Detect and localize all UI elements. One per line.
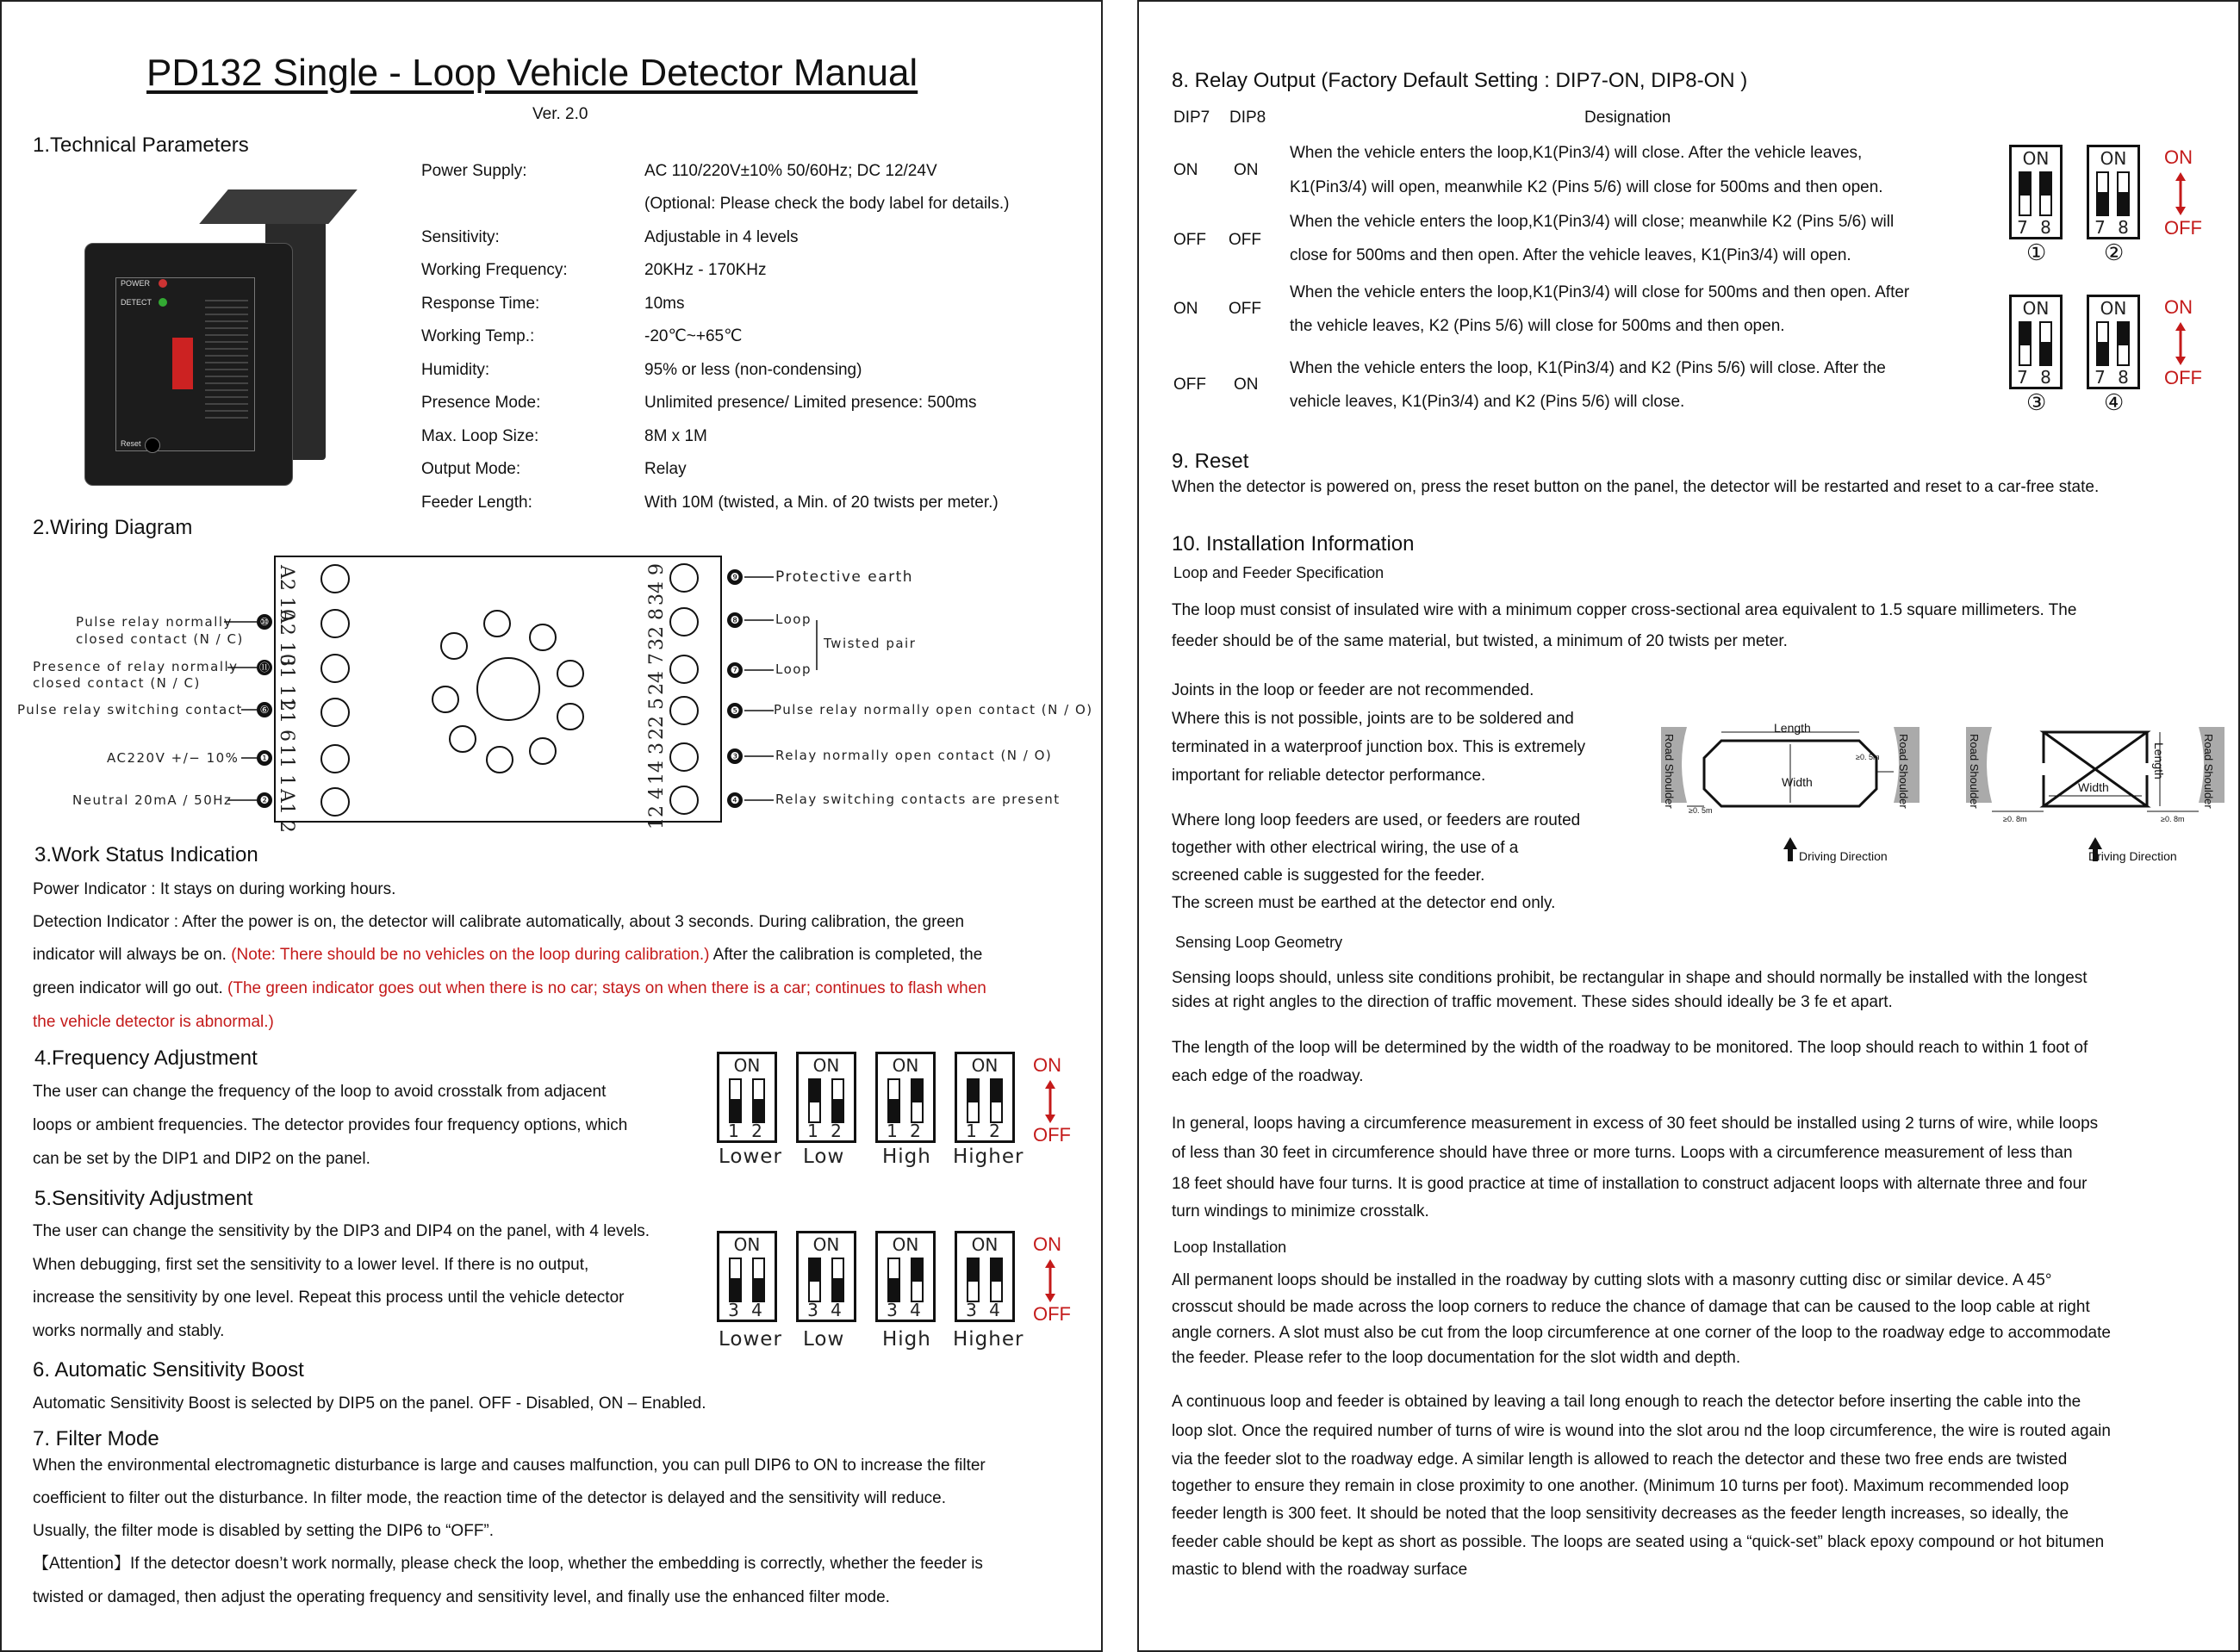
- dip8-value: OFF: [1229, 231, 1261, 249]
- terminal: [669, 786, 699, 815]
- param-key: Sensitivity:: [421, 228, 500, 246]
- param-key: Response Time:: [421, 295, 540, 313]
- left-page: [0, 0, 1103, 1652]
- designation-line: When the vehicle enters the loop, K1(Pin3/4) and K2 (Pins 5/6) will close. After the: [1290, 359, 1886, 377]
- distance-label: ≥0. 8m: [2161, 815, 2185, 823]
- terminal: [669, 563, 699, 593]
- twisted-pair-label: Twisted pair: [824, 636, 917, 651]
- terminal-number: ❾: [727, 569, 743, 585]
- column-header: DIP8: [1229, 109, 1266, 127]
- wiring-label: AC220V +/− 10%: [107, 750, 240, 766]
- terminal-label: A2 10: [276, 610, 297, 666]
- dip-switch-low: ON 1 2: [796, 1052, 856, 1143]
- wiring-label: Relay switching contacts are present: [775, 792, 1061, 807]
- dip-switch-mode-3: ON 7 8: [2009, 295, 2063, 389]
- paragraph-line: mastic to blend with the roadway surface: [1172, 1561, 1468, 1579]
- param-key: Humidity:: [421, 361, 490, 379]
- road-shoulder-label: Road Shoulder: [1897, 734, 1910, 809]
- level-label: Higher: [953, 1146, 1024, 1168]
- terminal-number: ❼: [727, 662, 743, 678]
- terminal-label: 32 8: [646, 608, 668, 650]
- level-label: Low: [803, 1328, 845, 1351]
- section-sensitivity-adjustment: 5.Sensitivity Adjustment: [34, 1187, 253, 1210]
- param-key: Presence Mode:: [421, 394, 541, 412]
- terminal-label: 11 1: [276, 744, 297, 786]
- detect-led-label: DETECT: [121, 298, 152, 307]
- road-shoulder-label: Road Shoulder: [1663, 734, 1676, 809]
- right-page: [1137, 0, 2240, 1652]
- road-shoulder-label: Road Shoulder: [1968, 734, 1981, 809]
- paragraph-line: sides at right angles to the direction of traffic movement. These sides should ideally be 3 fe et apart.: [1172, 993, 1893, 1011]
- terminal-label: 31 11: [276, 655, 297, 709]
- paragraph-line: The user can change the sensitivity by the DIP3 and DIP4 on the panel, with 4 levels.: [33, 1222, 650, 1240]
- dip7-value: OFF: [1173, 231, 1206, 249]
- paragraph-line: Power Indicator : It stays on during working hours.: [33, 880, 396, 898]
- paragraph-line: All permanent loops should be installed in the roadway by cutting slots with a masonry cutting disc or similar device. A 45°: [1172, 1271, 2052, 1289]
- dip7-value: OFF: [1173, 376, 1206, 394]
- terminal-number: ❶: [257, 750, 272, 766]
- paragraph-line: indicator will always be on. (Note: There should be no vehicles on the loop during calibration.) After the calibration is completed, the: [33, 946, 983, 964]
- wiring-label: closed contact (N / C): [76, 631, 244, 647]
- manual-title: PD132 Single - Loop Vehicle Detector Manual: [146, 52, 918, 94]
- dip-switch-high: ON 3 4: [875, 1231, 936, 1322]
- paragraph-line: each edge of the roadway.: [1172, 1067, 1364, 1085]
- width-label: Width: [2078, 780, 2109, 794]
- param-value: -20℃~+65℃: [644, 327, 743, 345]
- paragraph-line: coefficient to filter out the disturbance. In filter mode, the reaction time of the detector is delayed and the sensitivity will reduce.: [33, 1489, 946, 1507]
- paragraph-line: Joints in the loop or feeder are not recommended.: [1172, 681, 1534, 699]
- on-label: ON: [2164, 296, 2193, 318]
- length-label: Length: [1774, 721, 1811, 735]
- section-reset: 9. Reset: [1172, 450, 1249, 473]
- paragraph-line: green indicator will go out. (The green indicator goes out when there is no car; stays on when there is a car; continues to flash when: [33, 979, 986, 997]
- updown-arrow-icon: [1042, 1259, 1059, 1302]
- param-key: Working Frequency:: [421, 261, 568, 279]
- section-technical-parameters: 1.Technical Parameters: [33, 134, 249, 157]
- designation-line: When the vehicle enters the loop,K1(Pin3/4) will close for 500ms and then open. After: [1290, 283, 1910, 301]
- off-label: OFF: [1033, 1303, 1071, 1325]
- param-value: Adjustable in 4 levels: [644, 228, 799, 246]
- distance-label: ≥0. 5m: [1856, 753, 1880, 761]
- paragraph-line: When the detector is powered on, press the reset button on the panel, the detector will be restarted and reset to a car-free state.: [1172, 478, 2100, 496]
- paragraph-line: Usually, the filter mode is disabled by setting the DIP6 to “OFF”.: [33, 1522, 495, 1540]
- distance-label: ≥0. 5m: [1689, 806, 1713, 815]
- wiring-label: Pulse relay switching contact: [17, 702, 243, 717]
- paragraph-line: Detection Indicator : After the power is on, the detector will calibrate automatically, about 3 seconds. During calibration, the green: [33, 913, 965, 931]
- mode-number: ②: [2104, 239, 2125, 265]
- off-label: OFF: [2164, 367, 2202, 388]
- paragraph-line: A continuous loop and feeder is obtained by leaving a tail long enough to reach the detector before inserting the cable into the: [1172, 1393, 2081, 1411]
- wiring-label: Loop: [775, 661, 812, 677]
- param-value: 95% or less (non-condensing): [644, 361, 862, 379]
- paragraph-line: When the environmental electromagnetic disturbance is large and causes malfunction, you can pull DIP6 to ON to increase the filter: [33, 1456, 986, 1475]
- level-label: Higher: [953, 1328, 1024, 1351]
- paragraph-line: Where this is not possible, joints are to be soldered and: [1172, 710, 1574, 728]
- paragraph-line: increase the sensitivity by one level. Repeat this process until the vehicle detector: [33, 1289, 625, 1307]
- terminal-label: A2 10: [276, 565, 297, 621]
- wiring-label: closed contact (N / C): [33, 675, 201, 691]
- paragraph-line: The user can change the frequency of the loop to avoid crosstalk from adjacent: [33, 1083, 607, 1101]
- level-label: Lower: [719, 1328, 782, 1351]
- dip7-value: ON: [1173, 161, 1198, 179]
- paragraph-line: turn windings to minimize crosstalk.: [1172, 1202, 1429, 1220]
- on-label: ON: [1033, 1054, 1061, 1076]
- terminal-label: 24 7: [646, 653, 668, 695]
- paragraph-line: In general, loops having a circumference measurement in excess of 30 feet should be installed using 2 turns of wire, while loops: [1172, 1115, 2099, 1133]
- distance-label: ≥0. 8m: [2003, 815, 2027, 823]
- paragraph-line: feeder should be of the same material, but twisted, a minimum of 20 twists per meter.: [1172, 632, 1788, 650]
- paragraph-line: The screen must be earthed at the detector end only.: [1172, 894, 1556, 912]
- driving-direction-label: Driving Direction: [2088, 849, 2177, 863]
- column-header: Designation: [1584, 109, 1671, 127]
- dip7-value: ON: [1173, 300, 1198, 318]
- paragraph-line: feeder cable should be kept as short as possible. The loops are seated using a “quick-set” black epoxy compound or hot bitumen: [1172, 1533, 2105, 1551]
- param-value: 20KHz - 170KHz: [644, 261, 767, 279]
- section-wiring-diagram: 2.Wiring Diagram: [33, 516, 193, 539]
- param-key: Max. Loop Size:: [421, 427, 539, 445]
- dip-switch-mode-2: ON 7 8: [2087, 145, 2140, 239]
- level-label: Lower: [719, 1146, 782, 1168]
- paragraph-line: Sensing loops should, unless site conditions prohibit, be rectangular in shape and should normally be installed with the longest: [1172, 969, 2088, 987]
- terminal-number: ❸: [727, 748, 743, 764]
- wiring-label: Pulse relay normally open contact (N / O): [774, 702, 1093, 717]
- terminal-number: ❷: [257, 792, 272, 808]
- dip8-value: ON: [1234, 161, 1259, 179]
- wiring-label: Protective earth: [775, 568, 914, 586]
- reset-label: Reset: [121, 439, 141, 448]
- driving-direction-label: Driving Direction: [1799, 849, 1888, 863]
- dip8-value: OFF: [1229, 300, 1261, 318]
- designation-line: When the vehicle enters the loop,K1(Pin3/4) will close; meanwhile K2 (Pins 5/6) will: [1290, 213, 1895, 231]
- section-filter-mode: 7. Filter Mode: [33, 1427, 159, 1450]
- section-frequency-adjustment: 4.Frequency Adjustment: [34, 1046, 258, 1070]
- section-installation: 10. Installation Information: [1172, 532, 1415, 556]
- mode-number: ③: [2026, 389, 2047, 415]
- paragraph-line: can be set by the DIP1 and DIP2 on the panel.: [33, 1150, 370, 1168]
- version-label: Ver. 2.0: [532, 105, 588, 123]
- dip8-value: ON: [1234, 376, 1259, 394]
- section-auto-sensitivity: 6. Automatic Sensitivity Boost: [33, 1358, 304, 1382]
- off-label: OFF: [2164, 217, 2202, 239]
- paragraph-line: together with other electrical wiring, the use of a: [1172, 839, 1519, 857]
- paragraph-line: The loop must consist of insulated wire with a minimum copper cross-sectional area equivalent to 1.5 square millimeters. The: [1172, 601, 2077, 619]
- paragraph-line: angle corners. A slot must also be cut from the loop circumference at one corner of the loop to the roadway edge to accommodate: [1172, 1324, 2111, 1342]
- terminal-number: ⑩: [257, 614, 272, 630]
- wiring-label: Pulse relay normally: [76, 614, 233, 630]
- level-label: High: [882, 1146, 931, 1168]
- terminal-number: ❹: [727, 792, 743, 808]
- paragraph-line: 【Attention】If the detector doesn’t work normally, please check the loop, whether the embedding is correctly, whether the feeder is: [33, 1555, 983, 1573]
- paragraph-line: twisted or damaged, then adjust the operating frequency and sensitivity level, and finally use the enhanced filter mode.: [33, 1588, 890, 1606]
- mode-number: ④: [2104, 389, 2125, 415]
- param-key: Feeder Length:: [421, 494, 532, 512]
- on-label: ON: [1033, 1233, 1061, 1255]
- param-value: 10ms: [644, 295, 685, 313]
- param-key: Output Mode:: [421, 460, 521, 478]
- paragraph-line: When debugging, first set the sensitivity to a lower level. If there is no output,: [33, 1256, 589, 1274]
- paragraph-line: 18 feet should have four turns. It is good practice at time of installation to construct adjacent loops with alternate three and four: [1172, 1175, 2088, 1193]
- param-key: Power Supply:: [421, 162, 527, 180]
- param-value: Unlimited presence/ Limited presence: 500ms: [644, 394, 977, 412]
- paragraph-line: loops or ambient frequencies. The detector provides four frequency options, which: [33, 1116, 628, 1134]
- paragraph-line: screened cable is suggested for the feeder.: [1172, 866, 1485, 885]
- terminal-label: 14 3: [646, 742, 668, 785]
- paragraph-line: important for reliable detector performance.: [1172, 767, 1486, 785]
- terminal: [669, 655, 699, 684]
- paragraph-line: Automatic Sensitivity Boost is selected by DIP5 on the panel. OFF - Disabled, ON – Enabled.: [33, 1394, 706, 1413]
- section-work-status: 3.Work Status Indication: [34, 843, 258, 866]
- terminal-number: ❽: [727, 612, 743, 628]
- paragraph-line: feeder length is 300 feet. It should be noted that the loop sensitivity decreases as the feeder length increases, so ideally, the: [1172, 1505, 2069, 1523]
- wiring-label: Relay normally open contact (N / O): [775, 748, 1053, 763]
- terminal-number: ⑪: [257, 660, 272, 675]
- section-relay-output: 8. Relay Output (Factory Default Setting : DIP7-ON, DIP8-ON ): [1172, 69, 1748, 92]
- power-led-label: POWER: [121, 279, 151, 288]
- updown-arrow-icon: [2172, 322, 2189, 365]
- subheading: Sensing Loop Geometry: [1175, 934, 1343, 951]
- dip-switch-mode-4: ON 7 8: [2087, 295, 2140, 389]
- level-label: Low: [803, 1146, 845, 1168]
- loop-drawing: [1661, 720, 1920, 866]
- terminal-label: 22 5: [646, 698, 668, 740]
- paragraph-line: The length of the loop will be determined by the width of the roadway to be monitored. The loop should reach to within 1 foot of: [1172, 1039, 2088, 1057]
- column-header: DIP7: [1173, 109, 1210, 127]
- dip-switch-higher: ON 1 2: [955, 1052, 1015, 1143]
- designation-line: When the vehicle enters the loop,K1(Pin3/4) will close. After the vehicle leaves,: [1290, 144, 1863, 162]
- paragraph-line: via the feeder slot to the roadway edge. A similar length is allowed to reach the detector and these two free ends are twisted: [1172, 1450, 2068, 1469]
- length-label: Length: [2152, 742, 2166, 779]
- width-label: Width: [1782, 775, 1813, 789]
- terminal-number: ⑥: [257, 702, 272, 717]
- param-value: Relay: [644, 460, 687, 478]
- param-value: (Optional: Please check the body label for details.): [644, 195, 1010, 213]
- road-shoulder-label: Road Shoulder: [2202, 734, 2215, 809]
- subheading: Loop Installation: [1173, 1239, 1287, 1256]
- param-value: AC 110/220V±10% 50/60Hz; DC 12/24V: [644, 162, 937, 180]
- paragraph-line: works normally and stably.: [33, 1322, 225, 1340]
- wiring-label: Presence of relay normally: [33, 659, 239, 674]
- terminal-label: 12 4: [646, 787, 668, 829]
- updown-arrow-icon: [2172, 172, 2189, 215]
- paragraph-line: Where long loop feeders are used, or feeders are routed: [1172, 811, 1581, 829]
- terminal-label: A1 2: [276, 789, 297, 833]
- updown-arrow-icon: [1042, 1080, 1059, 1123]
- level-label: High: [882, 1328, 931, 1351]
- paragraph-line: the vehicle detector is abnormal.): [33, 1013, 274, 1031]
- off-label: OFF: [1033, 1124, 1071, 1146]
- paragraph-line: crosscut should be made across the loop corners to reduce the chance of damage that can be caused to the loop cable at right: [1172, 1298, 2090, 1316]
- wiring-label: Loop: [775, 612, 812, 627]
- terminal: [669, 696, 699, 725]
- dip-switch-lower: ON 3 4: [717, 1231, 777, 1322]
- on-label: ON: [2164, 146, 2193, 168]
- designation-line: K1(Pin3/4) will open, meanwhile K2 (Pins 5/6) will close for 500ms and then open.: [1290, 178, 1883, 196]
- mode-number: ①: [2026, 239, 2047, 265]
- terminal: [669, 607, 699, 637]
- designation-line: the vehicle leaves, K2 (Pins 5/6) will close for 500ms and then open.: [1290, 317, 1785, 335]
- terminal-number: ❺: [727, 703, 743, 718]
- dip-switch-high: ON 1 2: [875, 1052, 936, 1143]
- paragraph-line: loop slot. Once the required number of turns of wire is wound into the slot arou nd the loop circumference, the wire is routed again: [1172, 1422, 2111, 1440]
- paragraph-line: the feeder. Please refer to the loop documentation for the slot width and depth.: [1172, 1349, 1741, 1367]
- designation-line: vehicle leaves, K1(Pin3/4) and K2 (Pins 5/6) will close.: [1290, 393, 1685, 411]
- designation-line: close for 500ms and then open. After the vehicle leaves, K1(Pin3/4) will open.: [1290, 246, 1851, 264]
- dip-switch-mode-1: ON 7 8: [2009, 145, 2063, 239]
- param-value: 8M x 1M: [644, 427, 707, 445]
- terminal-label: 21 6: [276, 699, 297, 742]
- subheading: Loop and Feeder Specification: [1173, 564, 1384, 581]
- terminal-label: 34 9: [646, 563, 668, 606]
- paragraph-line: together to ensure they remain in close proximity to one another. (Minimum 10 turns per foot). Maximum recommended loop: [1172, 1477, 2069, 1495]
- paragraph-line: of less than 30 feet in circumference should have three or more turns. Loops with a circumference measurement of less than: [1172, 1144, 2073, 1162]
- dip-switch-lower: ON 1 2: [717, 1052, 777, 1143]
- param-key: Working Temp.:: [421, 327, 535, 345]
- paragraph-line: terminated in a waterproof junction box. This is extremely: [1172, 738, 1586, 756]
- dip-switch-higher: ON 3 4: [955, 1231, 1015, 1322]
- param-value: With 10M (twisted, a Min. of 20 twists per meter.): [644, 494, 999, 512]
- dip-switch-low: ON 3 4: [796, 1231, 856, 1322]
- terminal: [669, 742, 699, 772]
- wiring-label: Neutral 20mA / 50Hz: [72, 792, 233, 808]
